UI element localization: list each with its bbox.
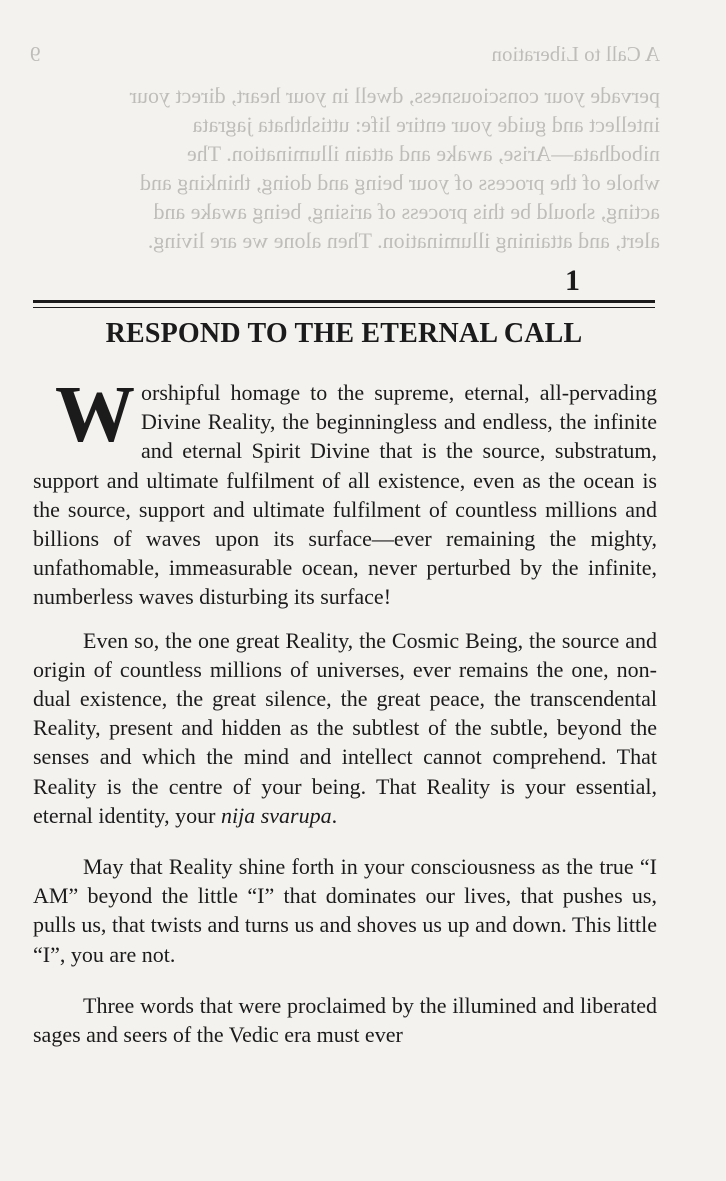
paragraph-1-text: orshipful homage to the supreme, eternal, all-pervading Divine Reality, the beginningless and endless, the infinite and eternal Spirit Divine that is the source, substratum, support and ultimate fulfilment of all existence, even as the ocean is the source, support and ultimate fulfilment of countless millions and billions of waves upon its surface—ever remaining the mighty, unfathomable, immeasurable ocean, never perturbed by the infinite, numberless waves disturbing its surface! — [33, 380, 657, 610]
paragraph-2 — [33, 626, 657, 830]
bleed-line: pervade your consciousness, dwell in your heart, direct your — [129, 83, 660, 108]
paragraph-2-text: Even so, the one great Reality, the Cosmic Being, the source and origin of countless millions of universes, ever remains the one, non-dual existence, the great silence, the great peace, the transcendental Reality, present and hidden as the subtlest of the subtle, beyond the senses and which the mind and intellect cannot comprehend. That Reality is the centre of your being. That Reality is your essential, eternal identity, your — [33, 627, 657, 828]
bleed-line: acting, should be this process of arising, being awake and — [153, 199, 660, 224]
bleed-through-text — [30, 40, 660, 270]
bleed-header-right: 9 — [30, 42, 41, 66]
chapter-number: 1 — [565, 264, 580, 297]
paragraph-1 — [33, 371, 657, 612]
chapter-rule-thin — [33, 307, 655, 308]
bleed-line: alert, and attaining illumination. Then alone we are living. — [147, 228, 660, 253]
bleed-header — [30, 40, 660, 69]
bleed-line: nibodhata—Arise, awake and attain illumination. The — [186, 141, 660, 166]
bleed-header-left: A Call to Liberation — [491, 42, 660, 66]
paragraph-2-end: . — [331, 802, 338, 828]
bleed-line: whole of the process of your being and doing, thinking and — [140, 170, 660, 195]
paragraph-4: Three words that were proclaimed by the illumined and liberated sages and seers of the Vedic era must ever — [33, 992, 657, 1048]
chapter-body — [33, 371, 657, 1049]
chapter-title: RESPOND TO THE ETERNAL CALL — [105, 318, 583, 349]
drop-cap: W — [55, 371, 135, 459]
paragraph-3: May that Reality shine forth in your consciousness as the true “I AM” beyond the little “I” that dominates our lives, that pushes us, pulls us, that twists and turns us and shoves us up and down. This little “I”, you are not. — [33, 854, 657, 967]
bleed-line: intellect and guide your entire life: uttishthata jagrata — [192, 112, 660, 137]
chapter-rule-thick — [33, 300, 655, 303]
paragraph-2-italic: nija svarupa — [220, 802, 332, 828]
